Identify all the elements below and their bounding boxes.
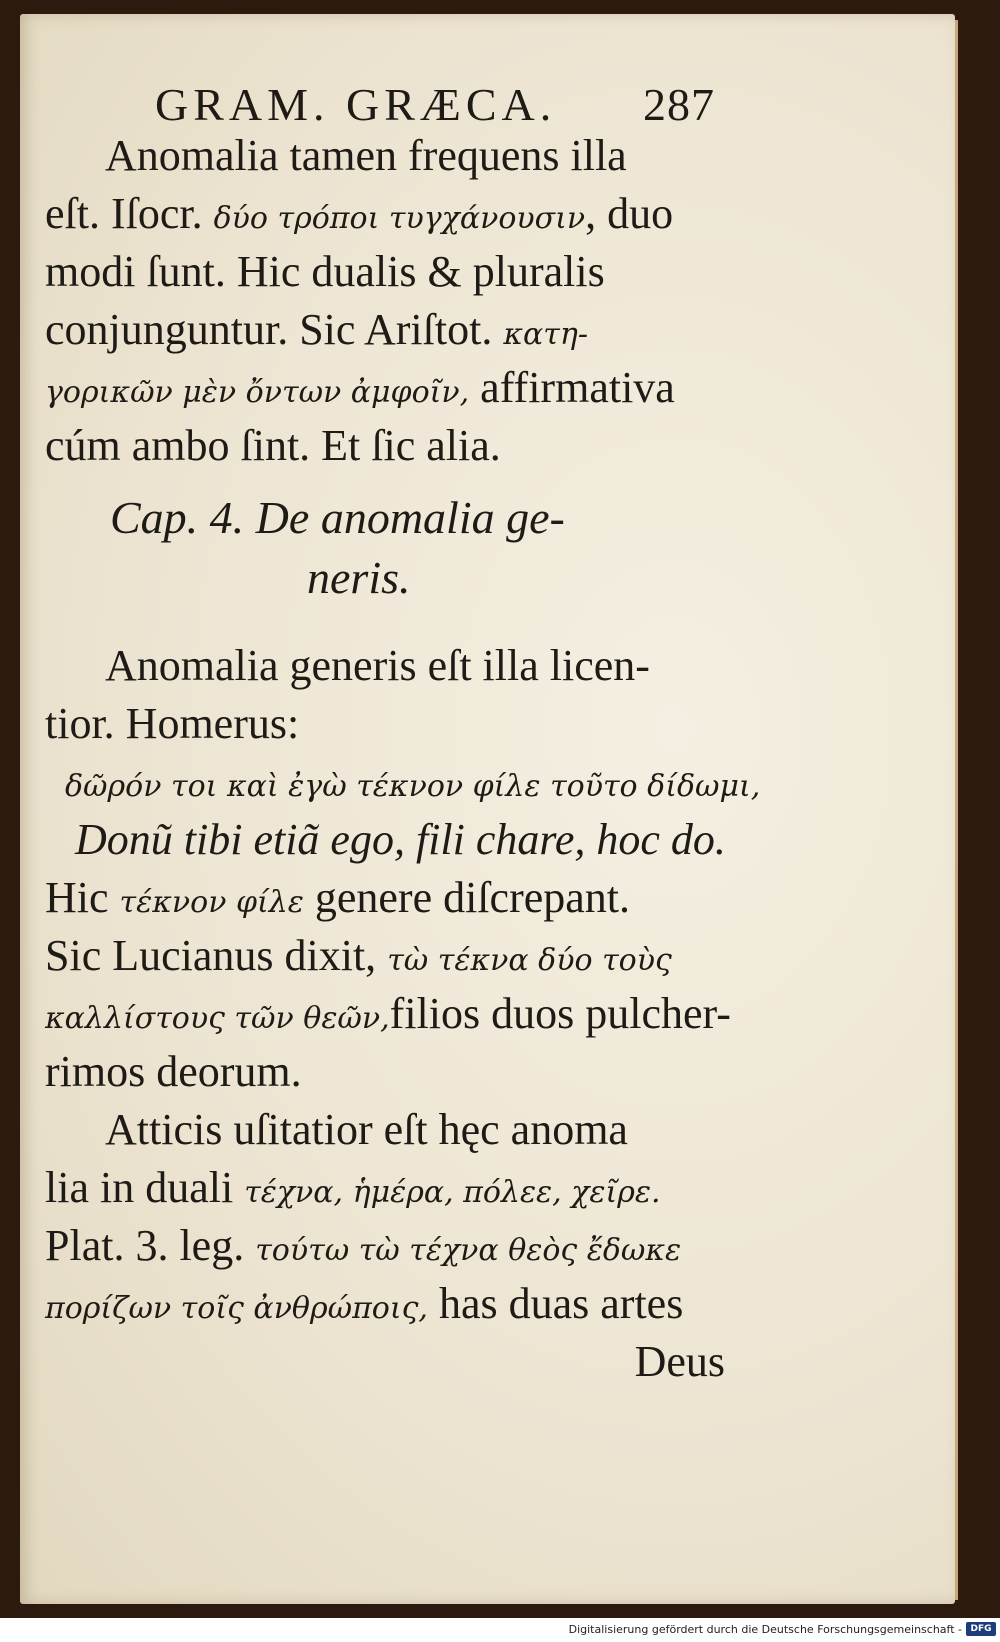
text-line: eſt. Iſocr. δύο τρόποι τυγχάνουσιν, duo bbox=[45, 189, 674, 238]
text-line: Hic τέκνον φίλε genere diſcrepant. bbox=[45, 873, 631, 922]
text-line: γορικῶν μὲν ὄντων ἀμφοῖν, affirmativa bbox=[45, 363, 675, 412]
running-head-title: GRAM. GRÆCA. bbox=[155, 79, 557, 130]
latin-translation: Donũ tibi etiã ego, fili chare, hoc do. bbox=[75, 815, 726, 864]
text-line: cúm ambo ſint. Et ſic alia. bbox=[45, 421, 501, 470]
greek-text: τέχνα, ἡμέρα, πόλεε, χεῖρε. bbox=[244, 1175, 661, 1210]
text-line: tior. Homerus: bbox=[45, 699, 300, 748]
text-line: πορίζων τοῖς ἀνθρώποις, has duas artes bbox=[45, 1279, 684, 1328]
chapter-heading-continued: neris. bbox=[307, 552, 411, 603]
greek-text: τέκνον φίλε bbox=[119, 885, 304, 920]
greek-text: κατη- bbox=[503, 317, 588, 352]
greek-text: πορίζων τοῖς ἀνθρώποις, bbox=[45, 1291, 428, 1326]
text-line: Atticis uſitatior eſt hęc anoma bbox=[105, 1105, 628, 1154]
text-line: lia in duali τέχνα, ἡμέρα, πόλεε, χεῖρε. bbox=[45, 1163, 661, 1212]
text-line: rimos deorum. bbox=[45, 1047, 302, 1096]
greek-verse: δῶρόν τοι καὶ ἐγὼ τέκνον φίλε τοῦτο δίδωμι, bbox=[65, 769, 761, 804]
funding-credit: Digitalisierung gefördert durch die Deutsche Forschungsgemeinschaft - bbox=[568, 1623, 962, 1636]
running-head bbox=[155, 78, 715, 132]
text-line: conjunguntur. Sic Ariſtot. κατη- bbox=[45, 305, 588, 354]
page-number: 287 bbox=[643, 79, 715, 130]
text-line: καλλίστους τῶν θεῶν,filios duos pulcher- bbox=[45, 989, 731, 1038]
greek-text: τὼ τέκνα δύο τοὺς bbox=[387, 943, 672, 978]
chapter-heading: Cap. 4. De anomalia ge- bbox=[110, 492, 565, 543]
greek-text: δύο τρόποι τυγχάνουσιν bbox=[213, 201, 586, 236]
greek-text: τούτω τὼ τέχνα θεὸς ἔδωκε bbox=[255, 1233, 682, 1268]
text-line: Plat. 3. leg. τούτω τὼ τέχνα θεὸς ἔδωκε bbox=[45, 1221, 682, 1270]
text-line: Anomalia generis eſt illa licen- bbox=[105, 641, 650, 690]
catchword: Deus bbox=[634, 1337, 725, 1386]
dfg-logo: DFG bbox=[966, 1622, 996, 1636]
text-line: Sic Lucianus dixit, τὼ τέκνα δύο τοὺς bbox=[45, 931, 672, 980]
greek-text: καλλίστους τῶν θεῶν, bbox=[45, 1001, 390, 1036]
greek-text: γορικῶν μὲν ὄντων ἀμφοῖν, bbox=[45, 375, 470, 410]
text-line: modi ſunt. Hic dualis & pluralis bbox=[45, 247, 605, 296]
digitization-footer bbox=[0, 1618, 1000, 1642]
text-line: Anomalia tamen frequens illa bbox=[105, 131, 627, 180]
